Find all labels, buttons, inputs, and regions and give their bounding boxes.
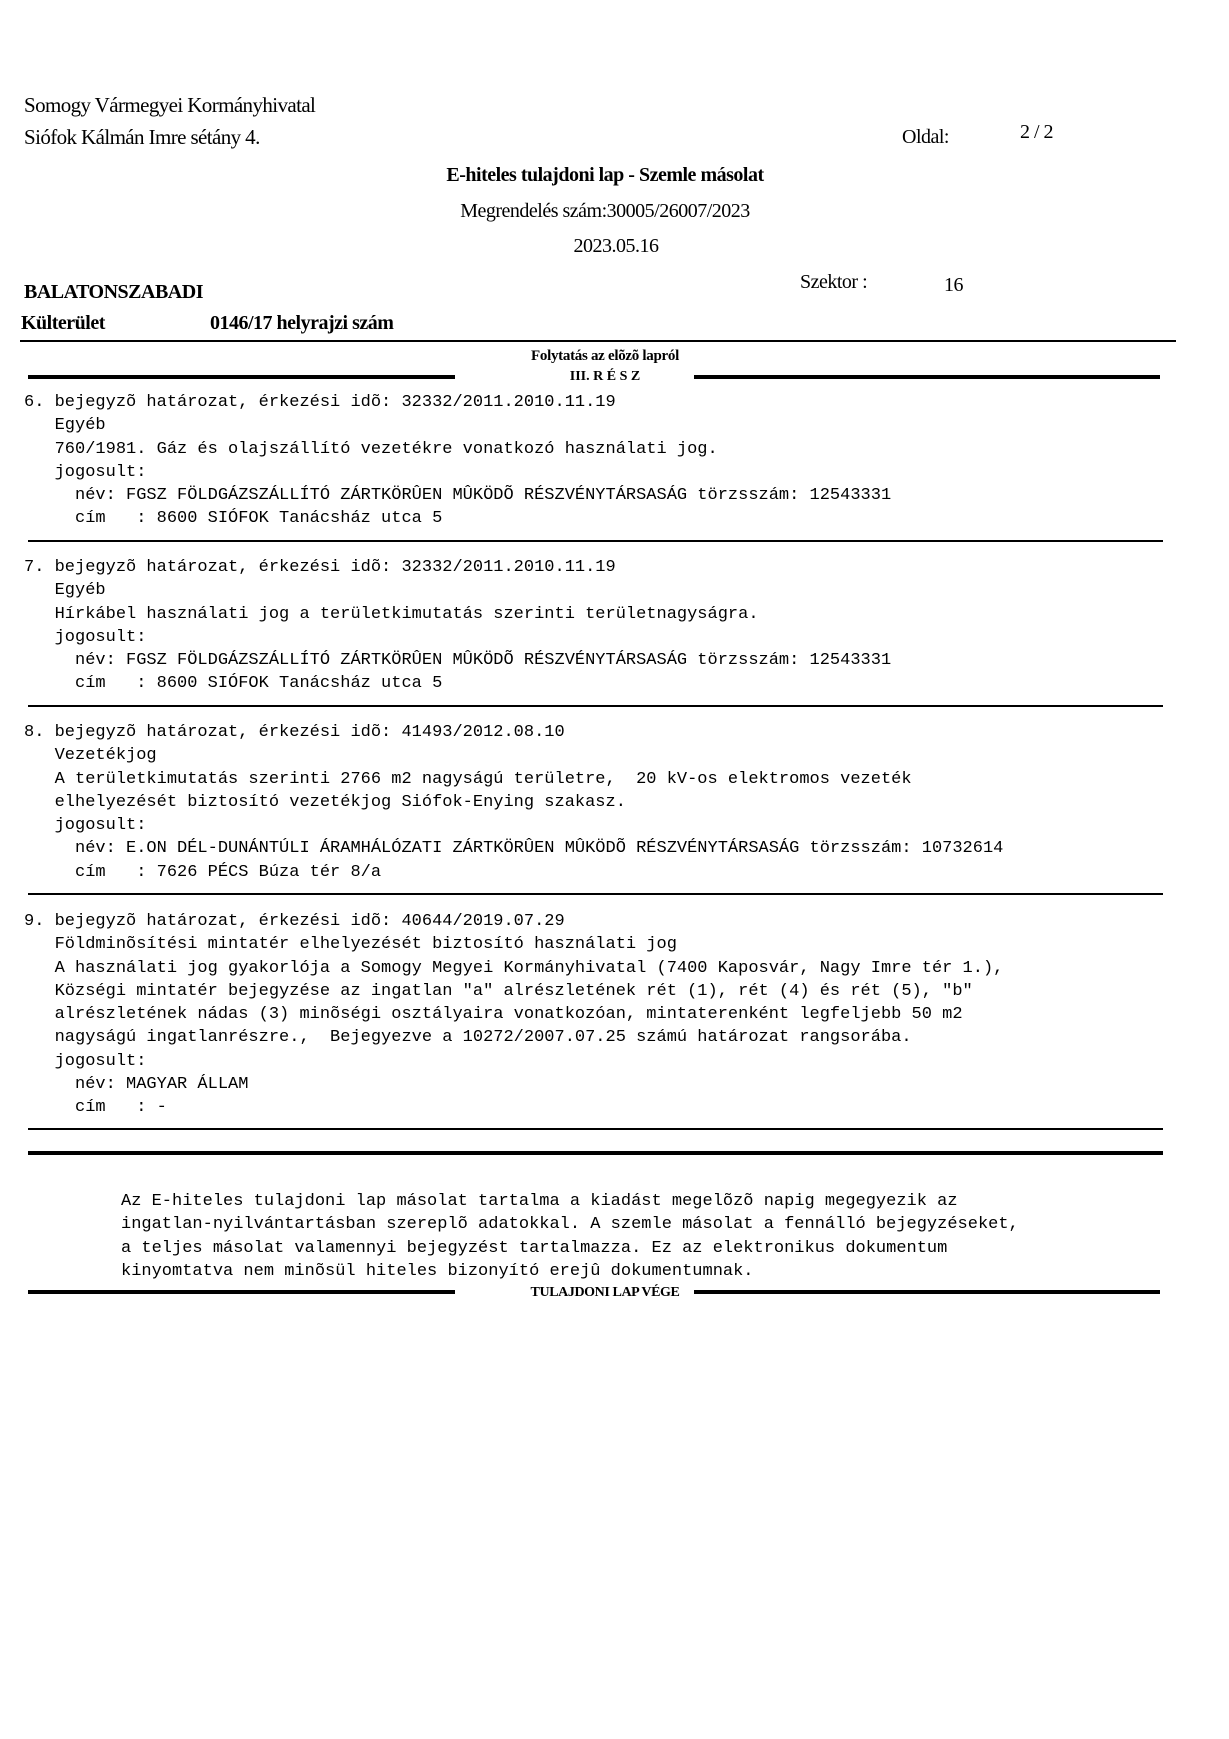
footer-line: ingatlan-nyilvántartásban szereplõ adatokkal. A szemle másolat a fennálló bejegyzéseket,	[121, 1215, 1019, 1235]
entry-line: 9. bejegyzõ határozat, érkezési idõ: 40644/2019.07.29	[24, 912, 565, 931]
page-number: 2 / 2	[1020, 121, 1054, 143]
entry-line: jogosult:	[24, 816, 147, 836]
order-number: Megrendelés szám:30005/26007/2023	[460, 200, 750, 222]
entry-line: Községi mintatér bejegyzése az ingatlan "a" alrészletének rét (1), rét (4) és rét (5), "b"	[24, 981, 973, 1001]
entry-line: nagyságú ingatlanrészre., Bejegyezve a 10272/2007.07.25 számú határozat rangsorába.	[24, 1028, 912, 1048]
entry-line: Földminõsítési mintatér elhelyezését biztosító használati jog	[24, 935, 677, 955]
entry-line: 760/1981. Gáz és olajszállító vezetékre vonatkozó használati jog.	[24, 439, 718, 459]
entry-line: cím : -	[24, 1098, 167, 1118]
entry-8	[24, 721, 1003, 884]
sector-value: 16	[944, 274, 963, 296]
entry-divider	[28, 893, 1163, 895]
entry-line: Hírkábel használati jog a területkimutatás szerinti területnagyságra.	[24, 604, 759, 624]
document-title: E-hiteles tulajdoni lap - Szemle másolat	[446, 164, 764, 186]
entry-6	[24, 391, 891, 531]
parcel-number: 0146/17 helyrajzi szám	[210, 312, 394, 334]
end-of-sheet-label: TULAJDONI LAP VÉGE	[530, 1285, 680, 1300]
area-type: Külterület	[21, 312, 105, 334]
footer-notice	[121, 1190, 1019, 1283]
entry-divider	[28, 540, 1163, 542]
entry-line: jogosult:	[24, 462, 147, 482]
entry-divider	[28, 705, 1163, 707]
entry-line: cím : 8600 SIÓFOK Tanácsház utca 5	[24, 674, 443, 694]
entry-divider	[28, 1128, 1163, 1130]
document-date: 2023.05.16	[573, 235, 659, 257]
entry-line: Vezetékjog	[24, 746, 157, 766]
entry-line: A használati jog gyakorlója a Somogy Megyei Kormányhivatal (7400 Kaposvár, Nagy Imre tér 1.),	[24, 958, 1004, 978]
entry-line: elhelyezését biztosító vezetékjog Siófok-Enying szakasz.	[24, 792, 626, 812]
office-name: Somogy Vármegyei Kormányhivatal	[24, 93, 316, 117]
entry-line: Egyéb	[24, 581, 106, 601]
entry-line: jogosult:	[24, 1051, 147, 1071]
office-address: Siófok Kálmán Imre sétány 4.	[24, 125, 260, 149]
entry-line: cím : 8600 SIÓFOK Tanácsház utca 5	[24, 509, 443, 529]
entry-line: 8. bejegyzõ határozat, érkezési idõ: 41493/2012.08.10	[24, 723, 565, 742]
entry-line: A területkimutatás szerinti 2766 m2 nagyságú területre, 20 kV-os elektromos vezeték	[24, 769, 912, 789]
entry-line: név: FGSZ FÖLDGÁZSZÁLLÍTÓ ZÁRTKÖRÛEN MÛKÖDÕ RÉSZVÉNYTÁRSASÁG törzsszám: 12543331	[24, 486, 892, 506]
entry-line: 6. bejegyzõ határozat, érkezési idõ: 32332/2011.2010.11.19	[24, 393, 616, 412]
entry-line: név: FGSZ FÖLDGÁZSZÁLLÍTÓ ZÁRTKÖRÛEN MÛKÖDÕ RÉSZVÉNYTÁRSASÁG törzsszám: 12543331	[24, 651, 892, 671]
entry-line: Egyéb	[24, 416, 106, 436]
sector-label: Szektor :	[800, 271, 868, 293]
page-label: Oldal:	[902, 126, 949, 148]
entry-line: alrészletének nádas (3) minõségi osztályaira vonatkozóan, mintaterenként legfeljebb 50 m2	[24, 1005, 963, 1025]
footer-line: Az E-hiteles tulajdoni lap másolat tartalma a kiadást megelõzõ napig megegyezik az	[121, 1192, 958, 1211]
entry-line: név: E.ON DÉL-DUNÁNTÚLI ÁRAMHÁLÓZATI ZÁRTKÖRÛEN MÛKÖDÕ RÉSZVÉNYTÁRSASÁG törzsszám: 10732614	[24, 839, 1004, 859]
settlement-name: BALATONSZABADI	[24, 281, 203, 303]
entry-line: név: MAGYAR ÁLLAM	[24, 1075, 249, 1095]
entry-9	[24, 910, 1003, 1120]
footer-line: a teljes másolat valamennyi bejegyzést tartalmazza. Ez az elektronikus dokumentum	[121, 1238, 948, 1258]
entry-line: jogosult:	[24, 627, 147, 647]
entry-7	[24, 556, 891, 696]
footer-line: kinyomtatva nem minõsül hiteles bizonyító erejû dokumentumnak.	[121, 1261, 754, 1281]
continuation-note: Folytatás az elõzõ lapról	[531, 348, 679, 364]
entry-line: cím : 7626 PÉCS Búza tér 8/a	[24, 862, 382, 882]
section-end-rule	[28, 1151, 1163, 1155]
part-title: III. R É S Z	[569, 369, 641, 384]
header-divider	[20, 340, 1176, 342]
entry-line: 7. bejegyzõ határozat, érkezési idõ: 32332/2011.2010.11.19	[24, 558, 616, 577]
